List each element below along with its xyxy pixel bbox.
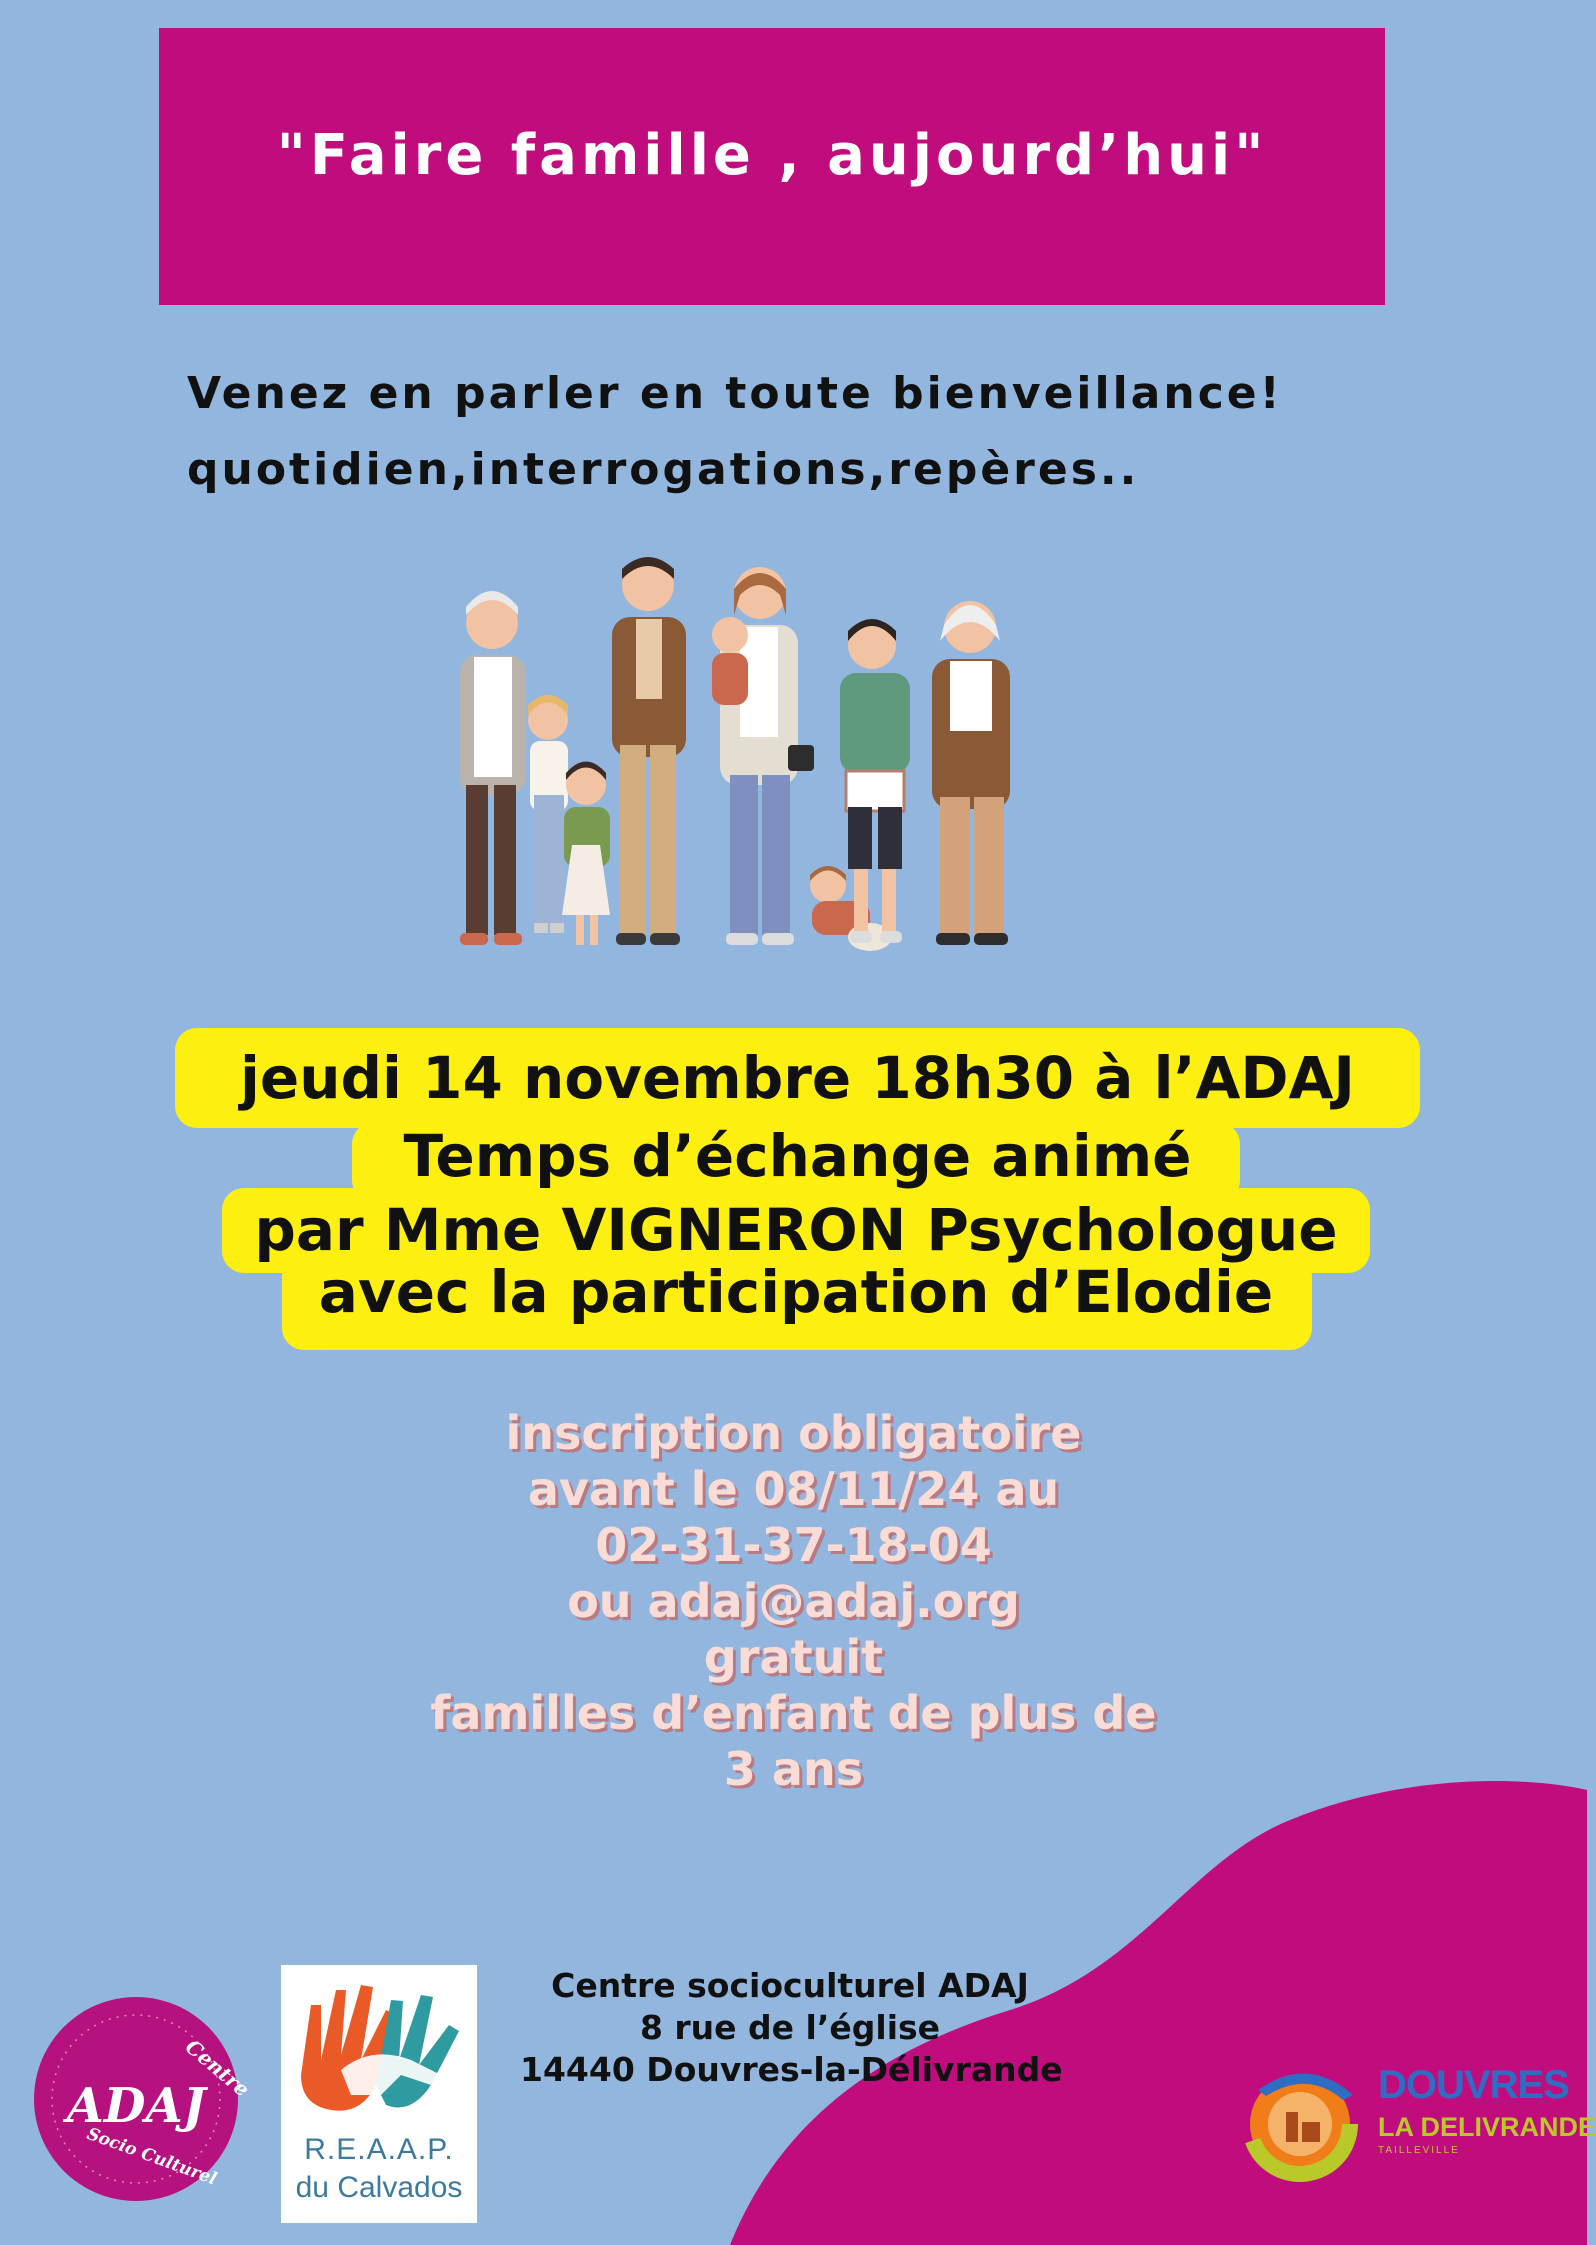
grandfather-figure xyxy=(460,591,526,945)
signup-email: ou adaj@adaj.org xyxy=(567,1574,1020,1628)
adaj-logo-bottom-text: Socio Culturel xyxy=(84,2124,220,2190)
grandmother-figure xyxy=(932,601,1010,945)
adaj-logo-main-text: ADAJ xyxy=(66,2078,206,2134)
event-title-line: Temps d’échange animé xyxy=(403,1122,1192,1190)
adaj-logo-top-text: Centre xyxy=(180,2034,255,2102)
reaap-logo xyxy=(281,1965,477,2223)
title-banner xyxy=(159,28,1385,305)
intro-line-1: Venez en parler en toute bienveillance! xyxy=(187,368,1283,419)
intro-line-2: quotidien,interrogations,repères.. xyxy=(187,444,1140,495)
father-figure xyxy=(612,557,686,945)
address-block xyxy=(520,1965,1063,2091)
event-date-line: jeudi 14 novembre 18h30 à l’ADAJ xyxy=(239,1044,1356,1112)
adaj-logo-mark xyxy=(34,1997,255,2201)
douvres-name: DOUVRES xyxy=(1378,2063,1569,2107)
page-title: "Faire famille , aujourd’hui" xyxy=(276,123,1268,188)
address-street: 8 rue de l’église xyxy=(639,2008,941,2047)
signup-line-1: inscription obligatoire xyxy=(505,1406,1082,1460)
douvres-tagline: TAILLEVILLE xyxy=(1378,2145,1460,2156)
signup-phone: 02-31-37-18-04 xyxy=(595,1518,992,1572)
adaj-logo xyxy=(34,1997,255,2201)
small-girl-figure xyxy=(562,762,610,946)
intro-text xyxy=(187,356,1487,508)
reaap-hands-icon xyxy=(281,1965,477,2125)
douvres-emblem-icon xyxy=(1238,2060,1368,2180)
event-host-line: par Mme VIGNERON Psychologue xyxy=(254,1196,1338,1264)
event-participation-line: avec la participation d’Elodie xyxy=(318,1258,1274,1326)
address-name: Centre socioculturel ADAJ xyxy=(551,1966,1029,2005)
teen-boy-figure xyxy=(840,619,910,943)
address-city: 14440 Douvres-la-Délivrande xyxy=(520,2050,1063,2089)
signup-price: gratuit xyxy=(703,1630,884,1684)
reaap-subtitle: du Calvados xyxy=(295,2171,463,2204)
reaap-name: R.E.A.A.P. xyxy=(304,2133,454,2166)
signup-line-2: avant le 08/11/24 au xyxy=(527,1462,1060,1516)
signup-audience-1: familles d’enfant de plus de xyxy=(430,1686,1157,1740)
douvres-logo xyxy=(1238,2060,1596,2180)
signup-audience-2: 3 ans xyxy=(723,1742,864,1796)
douvres-subname: LA DELIVRANDE xyxy=(1378,2112,1596,2142)
girl-figure xyxy=(528,695,568,933)
mother-figure xyxy=(712,567,814,945)
signup-info xyxy=(300,1405,1287,1797)
family-illustration xyxy=(400,545,1060,985)
